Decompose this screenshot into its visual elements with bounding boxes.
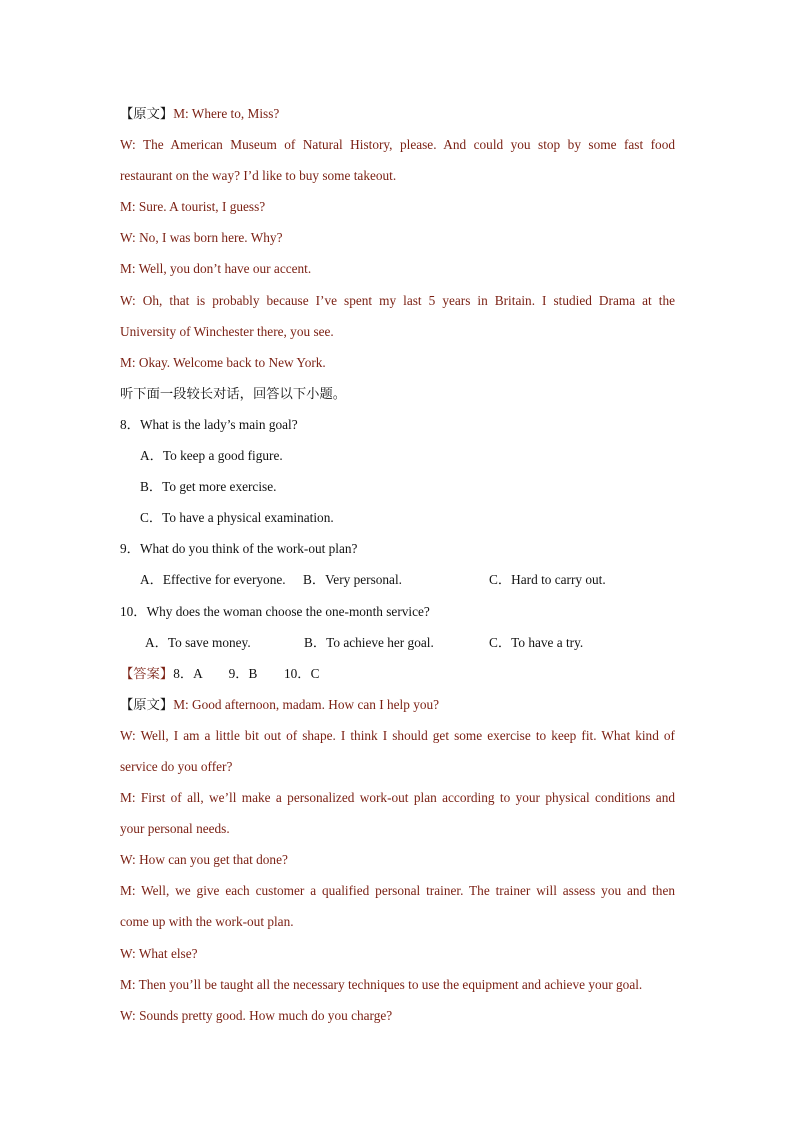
dialogue2-line-2: W: Well, I am a little bit out of shape. I think I should get some exercise to keep fit. What kind of <box>120 727 675 743</box>
dialogue2-line-11: W: Sounds pretty good. How much do you charge? <box>120 1007 393 1023</box>
dialogue2-line-9: W: What else? <box>120 945 198 961</box>
question-9-option-b: B．Very personal. <box>303 572 402 588</box>
question-9-options <box>120 564 675 595</box>
question-8-stem: 8．What is the lady’s main goal? <box>120 416 298 432</box>
dialogue1-line-5: W: No, I was born here. Why? <box>120 230 283 246</box>
question-10-option-c: C．To have a try. <box>489 634 584 650</box>
question-10-stem: 10．Why does the woman choose the one-month service? <box>120 603 430 619</box>
transcript-tag: 【原文】 <box>120 696 174 712</box>
answer-line <box>120 658 675 689</box>
question-10-option-a: A．To save money. <box>145 634 251 650</box>
dialogue2-line-8: come up with the work-out plan. <box>120 914 294 930</box>
dialogue1-line-2: W: The American Museum of Natural History, please. And could you stop by some fast food <box>120 137 675 153</box>
dialogue1-line-3: restaurant on the way? I’d like to buy some takeout. <box>120 168 397 184</box>
dialogue2-text: M: Good afternoon, madam. How can I help you? <box>173 696 440 712</box>
dialogue2-line-5: your personal needs. <box>120 821 230 837</box>
dialogue1-line-6: M: Well, you don’t have our accent. <box>120 261 312 277</box>
transcript-tag: 【原文】 <box>120 106 174 121</box>
dialogue2-line-6: W: How can you get that done? <box>120 852 288 868</box>
dialogue1-line-4: M: Sure. A tourist, I guess? <box>120 199 266 215</box>
dialogue2-line-3: service do you offer? <box>120 758 233 774</box>
dialogue1-line-1 <box>120 98 675 129</box>
answer-text: 8．A 9．B 10．C <box>173 665 320 681</box>
dialogue1-line-9: M: Okay. Welcome back to New York. <box>120 354 326 370</box>
dialogue1-text: M: Where to, Miss? <box>173 106 280 121</box>
dialogue1-line-7: W: Oh, that is probably because I’ve spent my last 5 years in Britain. I studied Drama at the <box>120 292 675 308</box>
dialogue1-line-8: University of Winchester there, you see. <box>120 323 334 339</box>
question-10-option-b: B．To achieve her goal. <box>304 634 434 650</box>
question-8-option-a: A．To keep a good figure. <box>140 448 283 464</box>
question-10-options <box>120 627 675 658</box>
dialogue2-line-10: M: Then you’ll be taught all the necessary techniques to use the equipment and achieve your goal. <box>120 976 643 992</box>
document-page <box>120 98 675 1031</box>
question-9-option-a: A．Effective for everyone. <box>140 572 286 588</box>
question-8-option-c: C．To have a physical examination. <box>140 510 334 526</box>
dialogue2-line-7: M: Well, we give each customer a qualified personal trainer. The trainer will assess you and then <box>120 883 675 899</box>
question-8-option-b: B．To get more exercise. <box>140 479 277 495</box>
question-9-stem: 9．What do you think of the work-out plan? <box>120 541 358 557</box>
answer-tag: 【答案】 <box>120 665 174 681</box>
section-instruction: 听下面一段较长对话，回答以下小题。 <box>120 385 347 401</box>
dialogue2-line-4: M: First of all, we’ll make a personalized work-out plan according to your physical conditions and <box>120 790 675 806</box>
question-9-option-c: C．Hard to carry out. <box>489 572 606 588</box>
dialogue2-line-1 <box>120 689 675 720</box>
